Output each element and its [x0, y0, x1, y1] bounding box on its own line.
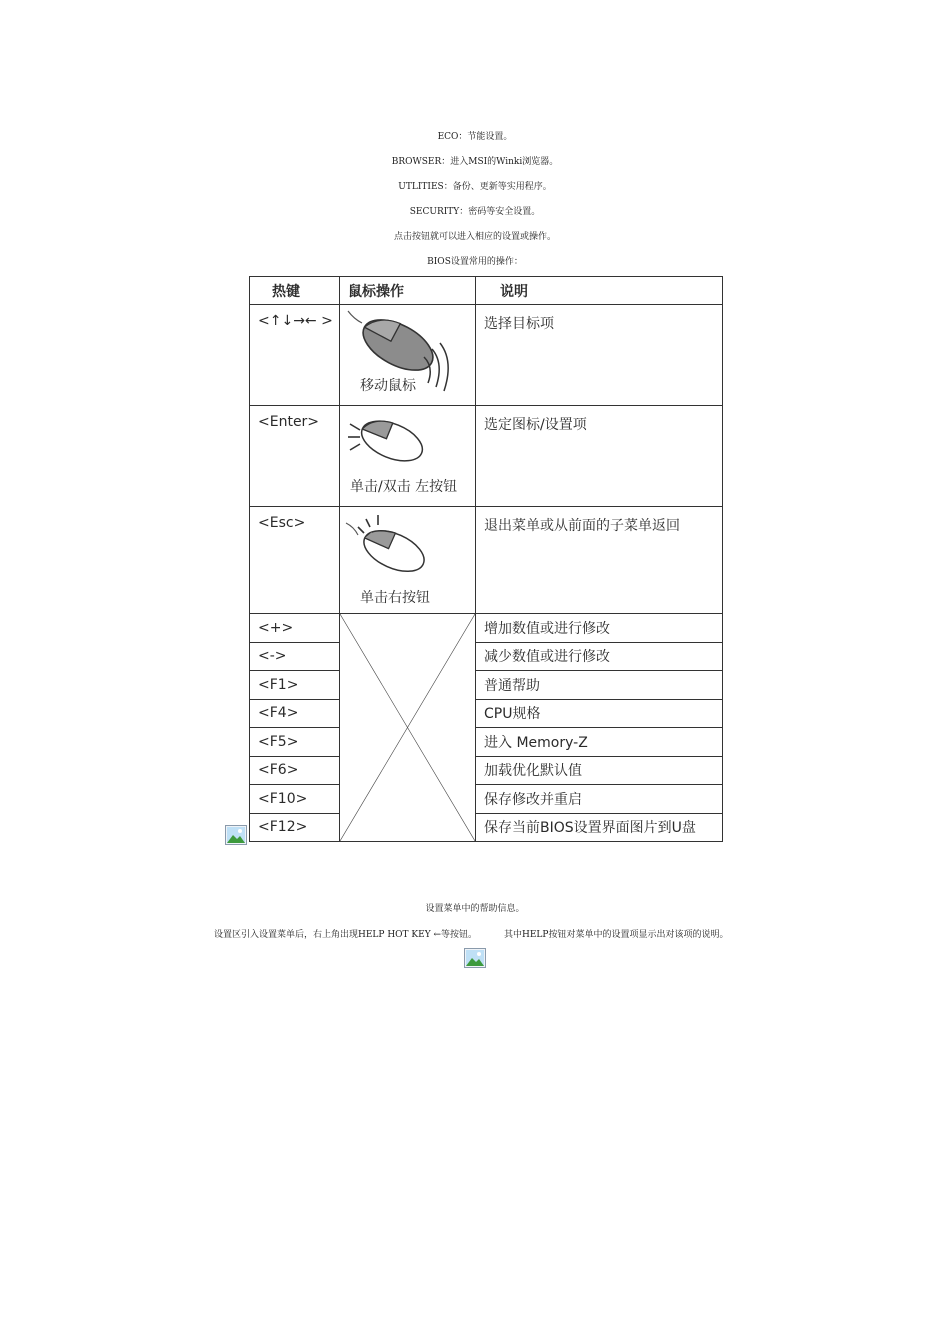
description-cell: 保存当前BIOS设置界面图片到U盘 — [476, 813, 723, 842]
header-mouse-action: 鼠标操作 — [340, 277, 476, 305]
mouse-action-label: 移动鼠标 — [360, 378, 416, 394]
hotkey-cell: <F12> — [250, 813, 340, 842]
description-cell: 减少数值或进行修改 — [476, 642, 723, 671]
header-description: 说明 — [476, 277, 723, 305]
image-placeholder-icon — [225, 825, 247, 845]
no-mouse-action-cell — [340, 614, 476, 842]
help-text-part-b: 其中HELP按钮对菜单中的设置项显示出对该项的说明。 — [504, 930, 729, 940]
hotkey-cell: <F1> — [250, 671, 340, 700]
description-cell: 进入 Memory-Z — [476, 728, 723, 757]
cross-mark-icon — [340, 614, 475, 841]
hotkey-cell: <F10> — [250, 785, 340, 814]
description-cell: 增加数值或进行修改 — [476, 614, 723, 643]
table-row — [250, 614, 723, 643]
mouse-action-label: 单击右按钮 — [360, 590, 430, 606]
description-cell: 选定图标/设置项 — [476, 406, 723, 507]
header-hotkey: 热键 — [250, 277, 340, 305]
table-row — [250, 785, 723, 814]
intro-line-click-note: 点击按钮就可以进入相应的设置或操作。 — [393, 232, 556, 242]
hotkey-cell: <Enter> — [250, 406, 340, 507]
hotkey-cell: <Esc> — [250, 507, 340, 614]
mouse-action-cell — [340, 507, 476, 614]
table-row — [250, 642, 723, 671]
table-row — [250, 305, 723, 406]
hotkey-cell: <+> — [250, 614, 340, 643]
description-cell: 保存修改并重启 — [476, 785, 723, 814]
table-row — [250, 699, 723, 728]
description-cell: 选择目标项 — [476, 305, 723, 406]
description-cell: CPU规格 — [476, 699, 723, 728]
description-cell: 退出菜单或从前面的子菜单返回 — [476, 507, 723, 614]
description-cell: 普通帮助 — [476, 671, 723, 700]
hotkey-cell: <-> — [250, 642, 340, 671]
mouse-action-label: 单击/双击 左按钮 — [350, 479, 458, 495]
hotkey-cell: <↑↓→← > — [250, 305, 340, 406]
hotkey-cell: <F6> — [250, 756, 340, 785]
table-row — [250, 728, 723, 757]
table-header-row — [250, 277, 723, 305]
intro-line-security: SECURITY：密码等安全设置。 — [409, 207, 541, 217]
description-cell: 加载优化默认值 — [476, 756, 723, 785]
hotkey-cell: <F4> — [250, 699, 340, 728]
table-row — [250, 813, 723, 842]
mouse-action-cell — [340, 305, 476, 406]
bios-hotkey-table — [249, 276, 723, 842]
intro-line-eco: ECO：节能设置。 — [437, 132, 513, 142]
table-row — [250, 756, 723, 785]
intro-line-browser: BROWSER：进入MSI的Winki浏览器。 — [391, 157, 559, 167]
table-row — [250, 671, 723, 700]
hotkey-cell: <F5> — [250, 728, 340, 757]
image-placeholder-icon — [464, 948, 486, 968]
mouse-action-cell — [340, 406, 476, 507]
intro-line-utilities: UTLITIES：备份、更新等实用程序。 — [398, 182, 552, 192]
help-title: 设置菜单中的帮助信息。 — [425, 904, 525, 914]
help-text-part-a: 设置区引入设置菜单后，右上角出现HELP HOT KEY ←等按钮。 — [214, 930, 478, 940]
intro-line-table-caption: BIOS设置常用的操作： — [427, 257, 523, 267]
table-row — [250, 406, 723, 507]
table-row — [250, 507, 723, 614]
